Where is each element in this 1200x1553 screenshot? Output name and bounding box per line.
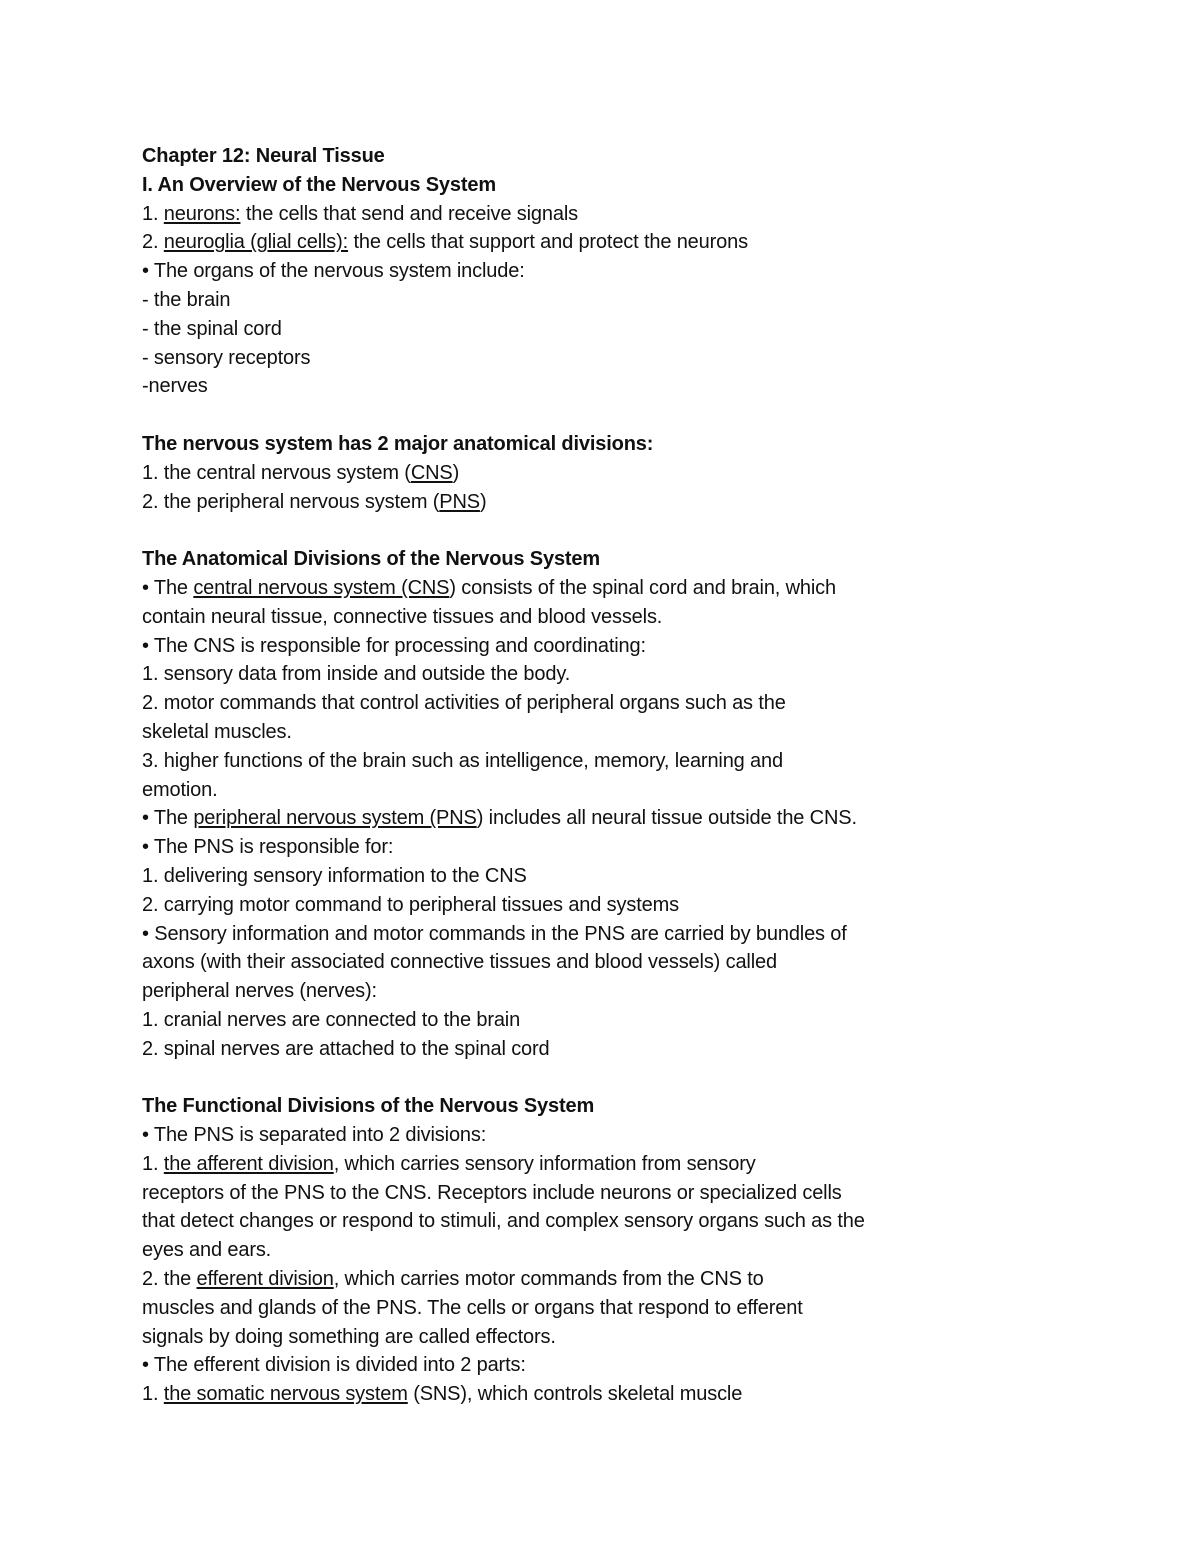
- paragraph-line: muscles and glands of the PNS. The cells or organs that respond to efferent: [142, 1296, 803, 1319]
- list-item: skeletal muscles.: [142, 720, 292, 743]
- paragraph-text: ) consists of the spinal cord and brain, which: [449, 576, 836, 599]
- spacer: [142, 401, 942, 430]
- organ-item: - sensory receptors: [142, 346, 311, 369]
- term-neurons: neurons:: [163, 202, 241, 225]
- list-number: 2.: [142, 231, 164, 254]
- pns-description: [142, 804, 942, 833]
- list-number: 1.: [142, 202, 164, 225]
- section-heading-major-divisions: The nervous system has 2 major anatomical divisions:: [142, 432, 654, 455]
- paragraph-line: • The CNS is responsible for processing and coordinating:: [142, 634, 646, 657]
- list-item-neuroglia: [142, 228, 942, 257]
- list-item: 1. delivering sensory information to the CNS: [142, 864, 527, 887]
- chapter-title: Chapter 12: Neural Tissue: [142, 145, 385, 167]
- paragraph-text: • The: [142, 807, 194, 830]
- paragraph-text: , which carries sensory information from sensory: [333, 1152, 756, 1175]
- term-cns: CNS: [410, 461, 453, 484]
- cns-description: [142, 574, 942, 603]
- list-item-neurons: [142, 200, 942, 229]
- paragraph-line: • The PNS is separated into 2 divisions:: [142, 1124, 487, 1147]
- list-item: 2. carrying motor command to peripheral tissues and systems: [142, 893, 679, 916]
- bullet-organs-intro: • The organs of the nervous system include:: [142, 260, 525, 283]
- afferent-item: [142, 1150, 942, 1179]
- term-afferent-division: the afferent division: [163, 1152, 334, 1175]
- paragraph-line: eyes and ears.: [142, 1239, 272, 1262]
- document-body: [142, 142, 942, 1409]
- paragraph-text: • The: [142, 576, 194, 599]
- list-item: 1. sensory data from inside and outside the body.: [142, 663, 571, 686]
- paragraph-line: receptors of the PNS to the CNS. Receptors include neurons or specialized cells: [142, 1181, 842, 1204]
- list-item: 3. higher functions of the brain such as intelligence, memory, learning and: [142, 749, 783, 772]
- term-central-nervous-system: central nervous system (CNS: [193, 576, 450, 599]
- section-heading-functional: The Functional Divisions of the Nervous System: [142, 1095, 595, 1118]
- organ-item: -nerves: [142, 375, 208, 398]
- somatic-item: [142, 1380, 942, 1409]
- division-text: 2. the peripheral nervous system (: [142, 490, 440, 513]
- division-text: 1. the central nervous system (: [142, 461, 411, 484]
- list-item: • Sensory information and motor commands in the PNS are carried by bundles of: [142, 922, 847, 945]
- division-item-pns: [142, 488, 942, 517]
- paragraph-line: signals by doing something are called effectors.: [142, 1325, 556, 1348]
- paragraph-text: ) includes all neural tissue outside the CNS.: [476, 807, 857, 830]
- paragraph-line: contain neural tissue, connective tissues and blood vessels.: [142, 605, 663, 628]
- spacer: [142, 1064, 942, 1093]
- paragraph-line: • The PNS is responsible for:: [142, 836, 394, 859]
- paragraph-line: that detect changes or respond to stimuli, and complex sensory organs such as the: [142, 1210, 865, 1233]
- definition-text: the cells that send and receive signals: [240, 202, 578, 225]
- list-number: 2. the: [142, 1268, 197, 1291]
- definition-text: the cells that support and protect the neurons: [348, 231, 748, 254]
- list-number: 1.: [142, 1383, 164, 1406]
- section-heading-anatomical: The Anatomical Divisions of the Nervous System: [142, 548, 601, 571]
- list-number: 1.: [142, 1152, 164, 1175]
- paragraph-text: (SNS), which controls skeletal muscle: [407, 1383, 743, 1406]
- term-somatic-nervous-system: the somatic nervous system: [163, 1383, 408, 1406]
- list-item: emotion.: [142, 778, 218, 801]
- division-text: ): [452, 461, 460, 484]
- list-item: 1. cranial nerves are connected to the brain: [142, 1008, 521, 1031]
- term-pns: PNS: [439, 490, 480, 513]
- efferent-item: [142, 1265, 942, 1294]
- term-efferent-division: efferent division: [196, 1268, 334, 1291]
- division-text: ): [479, 490, 487, 513]
- list-item: axons (with their associated connective tissues and blood vessels) called: [142, 951, 777, 974]
- section-heading-overview: I. An Overview of the Nervous System: [142, 173, 496, 196]
- paragraph-line: • The efferent division is divided into 2 parts:: [142, 1354, 526, 1377]
- division-item-cns: [142, 459, 942, 488]
- paragraph-text: , which carries motor commands from the CNS to: [333, 1268, 764, 1291]
- term-neuroglia: neuroglia (glial cells):: [163, 231, 349, 254]
- term-peripheral-nervous-system: peripheral nervous system (PNS: [193, 807, 477, 830]
- list-item: 2. spinal nerves are attached to the spinal cord: [142, 1037, 550, 1060]
- spacer: [142, 516, 942, 545]
- organ-item: - the brain: [142, 288, 231, 311]
- organ-item: - the spinal cord: [142, 317, 282, 340]
- list-item: peripheral nerves (nerves):: [142, 980, 377, 1003]
- list-item: 2. motor commands that control activities of peripheral organs such as the: [142, 692, 786, 715]
